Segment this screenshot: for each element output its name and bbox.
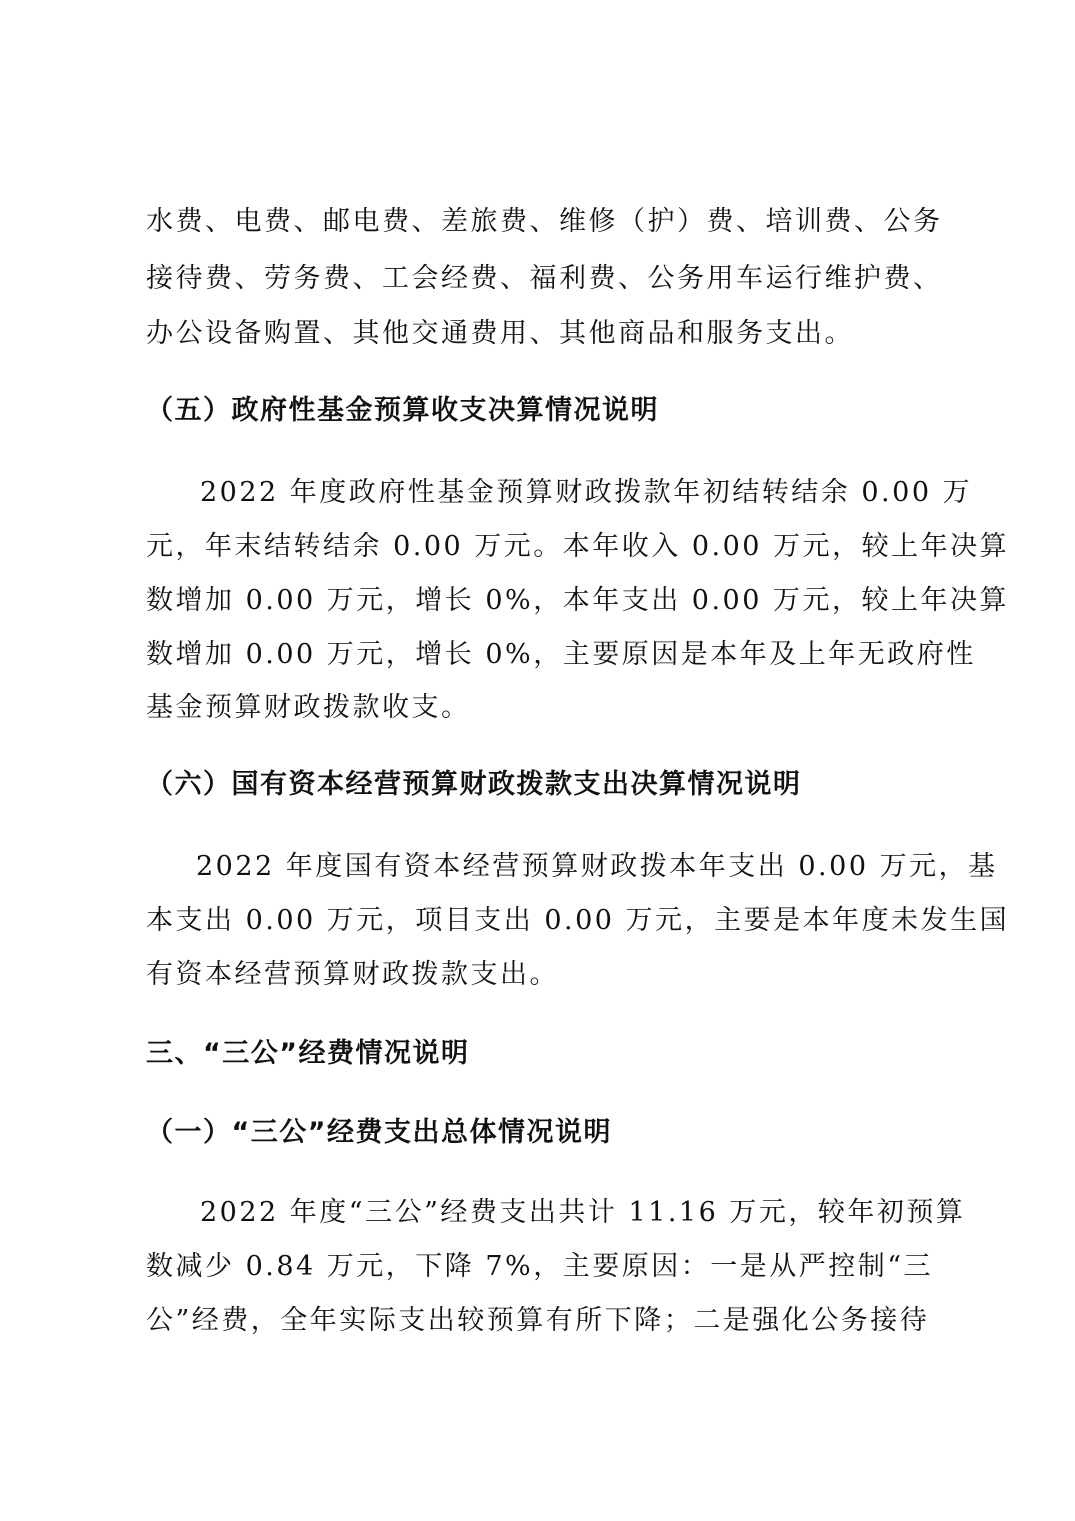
paragraph-line: 数减少 0.84 万元，下降 7%，主要原因：一是从严控制“三 xyxy=(146,1251,934,1282)
paragraph-line: 水费、电费、邮电费、差旅费、维修（护）费、培训费、公务 xyxy=(146,206,943,237)
paragraph-line: 2022 年度“三公”经费支出共计 11.16 万元，较年初预算 xyxy=(200,1197,966,1228)
paragraph-line: 2022 年度国有资本经营预算财政拨本年支出 0.00 万元，基 xyxy=(196,851,998,882)
paragraph-line: 数增加 0.00 万元，增长 0%，主要原因是本年及上年无政府性 xyxy=(146,639,976,670)
section-heading: （一）“三公”经费支出总体情况说明 xyxy=(146,1117,612,1148)
paragraph-line: 有资本经营预算财政拨款支出。 xyxy=(146,959,559,990)
paragraph-line: 元，年末结转结余 0.00 万元。本年收入 0.00 万元，较上年决算 xyxy=(146,531,1010,562)
paragraph-line: 办公设备购置、其他交通费用、其他商品和服务支出。 xyxy=(146,318,854,349)
paragraph-line: 数增加 0.00 万元，增长 0%，本年支出 0.00 万元，较上年决算 xyxy=(146,585,1009,616)
chapter-heading: 三、“三公”经费情况说明 xyxy=(146,1038,470,1069)
paragraph-line: 2022 年度政府性基金预算财政拨款年初结转结余 0.00 万 xyxy=(200,477,973,508)
paragraph-line: 公”经费，全年实际支出较预算有所下降；二是强化公务接待 xyxy=(146,1305,930,1336)
paragraph-line: 本支出 0.00 万元，项目支出 0.00 万元，主要是本年度未发生国 xyxy=(146,905,1010,936)
paragraph-line: 基金预算财政拨款收支。 xyxy=(146,692,471,723)
section-heading: （五）政府性基金预算收支决算情况说明 xyxy=(146,395,659,426)
paragraph-line: 接待费、劳务费、工会经费、福利费、公务用车运行维护费、 xyxy=(146,263,943,294)
section-heading: （六）国有资本经营预算财政拨款支出决算情况说明 xyxy=(146,769,802,800)
